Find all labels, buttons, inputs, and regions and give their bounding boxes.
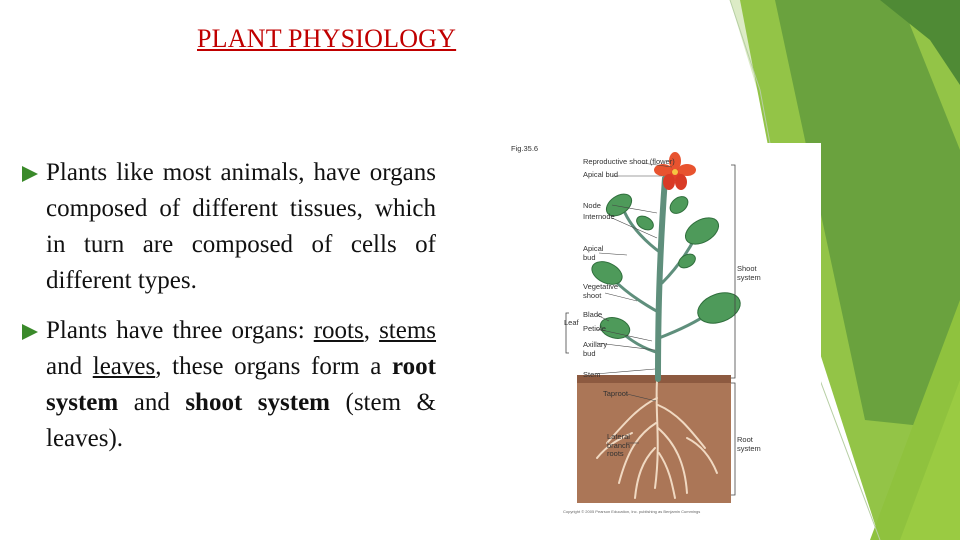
plant-figure	[511, 143, 821, 523]
leaves-term: leaves	[92, 353, 156, 380]
axillary-bud-label: Axillary bud	[583, 340, 608, 358]
lateral-roots-label: Lateral branch roots	[607, 432, 630, 458]
bullet-1-text: Plants like most animals, have organs composed of different tissues, which in turn are composed of cells of different types.	[46, 159, 436, 294]
soil	[577, 375, 731, 503]
bullet-arrow-icon	[20, 323, 40, 341]
bullet-item-2	[20, 313, 436, 457]
stems-term: stems	[379, 317, 437, 344]
bullet-2-text-2: ,	[363, 317, 380, 344]
apical-bud-2-label: Apical bud	[583, 244, 604, 262]
bullet-2-text-4: , these organs form a	[155, 353, 392, 380]
reproductive-shoot-label: Reproductive shoot (flower)	[583, 157, 675, 166]
root-system-label: Root system	[737, 435, 761, 453]
apical-bud-label: Apical bud	[583, 170, 619, 179]
slide-title: PLANT PHYSIOLOGY	[197, 24, 457, 53]
taproot-label: Taproot	[603, 389, 629, 398]
bullet-2-text-5: and	[118, 389, 186, 416]
bullet-2-text-6: (stem & leaves).	[46, 389, 436, 452]
copyright-text: Copyright © 2005 Pearson Education, Inc. publishing as Benjamin Cummings	[563, 509, 701, 514]
node-label: Node	[583, 201, 601, 210]
bullet-2-text-3: and	[46, 353, 93, 380]
shoot-system-label: Shoot system	[737, 264, 761, 282]
shoot-system-term: shoot system	[185, 389, 330, 416]
internode-label: Internode	[583, 212, 615, 221]
petiole-label: Petiole	[583, 324, 606, 333]
root-system-term: root system	[46, 353, 436, 416]
blade-label: Blade	[583, 310, 603, 319]
fig-number-label: Fig.35.6	[511, 144, 539, 153]
bullet-list	[20, 155, 436, 471]
leaf-label: Leaf	[564, 318, 579, 327]
bullet-item-1	[20, 155, 436, 299]
vegetative-shoot-label: Vegetative shoot	[583, 282, 619, 300]
stem-label: Stem	[583, 370, 601, 379]
bullet-2-text-1: Plants have three organs:	[46, 317, 314, 344]
plant-illustration	[537, 143, 821, 523]
roots-term: roots	[313, 317, 364, 344]
bullet-arrow-icon	[20, 165, 40, 183]
